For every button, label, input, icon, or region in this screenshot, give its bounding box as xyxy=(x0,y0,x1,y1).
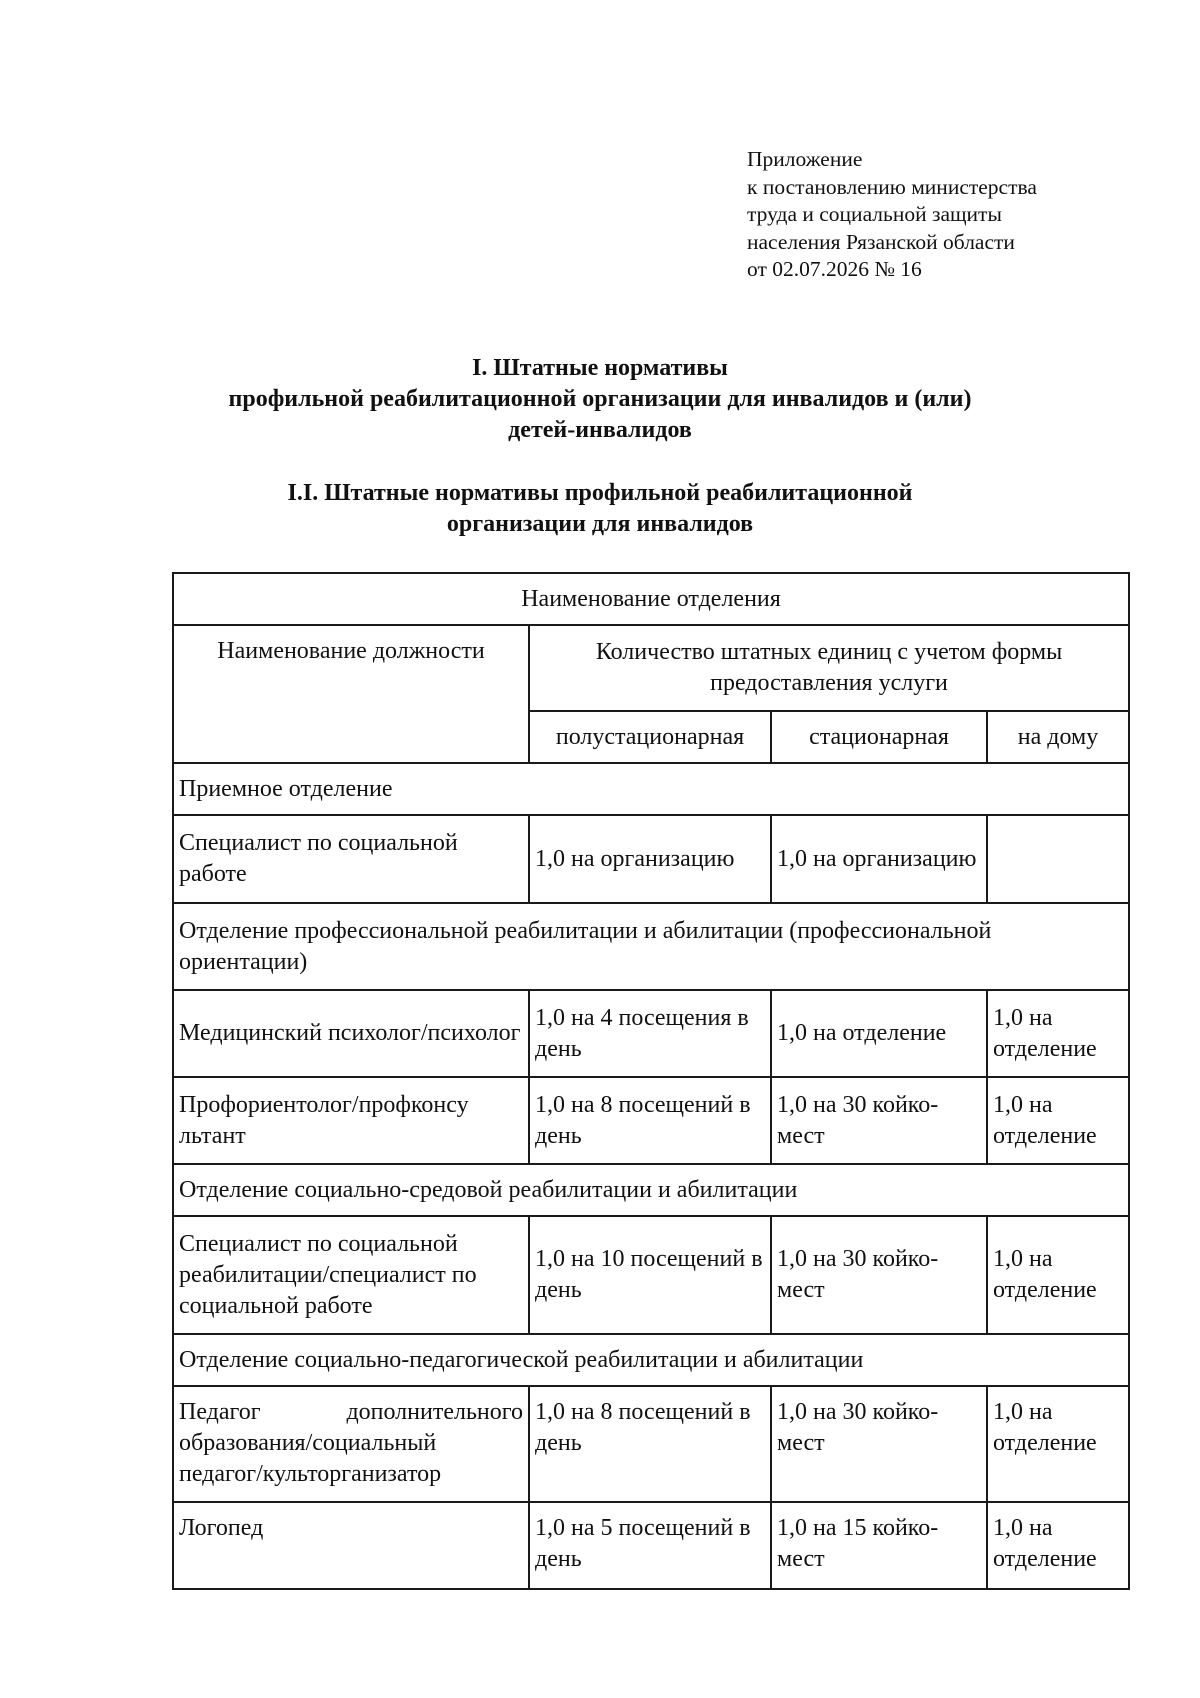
position-cell: Специалист по социальной реабилитации/специалист по социальной работе xyxy=(173,1216,529,1334)
section-title xyxy=(0,353,1200,446)
stationary-cell: 1,0 на 30 койко-мест xyxy=(771,1216,987,1334)
appendix-line: населения Рязанской области xyxy=(747,229,1015,254)
home-cell: 1,0 на отделение xyxy=(987,1077,1129,1164)
home-cell: 1,0 на отделение xyxy=(987,1216,1129,1334)
semistationary-cell: 1,0 на 8 посещений в день xyxy=(529,1077,771,1164)
position-rest: образования/социальный педагог/культорганизатор xyxy=(179,1430,442,1487)
position-cell: Медицинский психолог/психолог xyxy=(173,990,529,1077)
header-form-stationary: стационарная xyxy=(771,711,987,763)
subsection-title xyxy=(0,478,1200,540)
staffing-norms-table xyxy=(172,572,1130,1590)
position-cell: Логопед xyxy=(173,1502,529,1589)
header-department-name: Наименование отделения xyxy=(173,573,1129,625)
position-cell: Профориентолог/профконсу льтант xyxy=(173,1077,529,1164)
stationary-cell: 1,0 на 30 койко-мест xyxy=(771,1077,987,1164)
table-row xyxy=(173,1216,1129,1334)
stationary-cell: 1,0 на 15 койко-мест xyxy=(771,1502,987,1589)
section-title-line: I. Штатные нормативы xyxy=(472,355,728,381)
section-title-line: профильной реабилитационной организации для инвалидов и (или) xyxy=(228,386,972,412)
appendix-line: Приложение xyxy=(747,147,863,171)
home-cell xyxy=(987,815,1129,903)
stationary-cell: 1,0 на отделение xyxy=(771,990,987,1077)
subsection-title-line: I.I. Штатные нормативы профильной реабилитационной xyxy=(287,480,913,506)
department-row: Отделение профессиональной реабилитации и абилитации (профессиональной ориентации) xyxy=(173,903,1129,990)
appendix-date-number: от 02.07.2026 № 16 xyxy=(747,257,922,281)
home-cell: 1,0 на отделение xyxy=(987,1386,1129,1502)
subsection-title-line: организации для инвалидов xyxy=(446,511,754,537)
header-form-semistationary: полустационарная xyxy=(529,711,771,763)
header-position-name: Наименование должности xyxy=(173,625,529,763)
position-word: Педагог xyxy=(179,1399,261,1425)
semistationary-cell: 1,0 на 10 посещений в день xyxy=(529,1216,771,1334)
section-title-line: детей-инвалидов xyxy=(508,417,692,443)
header-quantity: Количество штатных единиц с учетом формы предоставления услуги xyxy=(529,625,1129,711)
department-row: Отделение социально-средовой реабилитации и абилитации xyxy=(173,1164,1129,1216)
position-word: дополнительного xyxy=(346,1399,523,1425)
header-form-home: на дому xyxy=(987,711,1129,763)
home-cell: 1,0 на отделение xyxy=(987,1502,1129,1589)
department-row: Приемное отделение xyxy=(173,763,1129,815)
position-cell xyxy=(173,1386,529,1502)
table-row xyxy=(173,815,1129,903)
semistationary-cell: 1,0 на 4 посещения в день xyxy=(529,990,771,1077)
appendix-line: труда и социальной защиты xyxy=(747,202,1002,226)
home-cell: 1,0 на отделение xyxy=(987,990,1129,1077)
semistationary-cell: 1,0 на 5 посещений в день xyxy=(529,1502,771,1589)
position-cell: Специалист по социальной работе xyxy=(173,815,529,903)
table-row xyxy=(173,1077,1129,1164)
table-row xyxy=(173,1386,1129,1502)
stationary-cell: 1,0 на организацию xyxy=(771,815,987,903)
appendix-block xyxy=(747,146,1037,284)
stationary-cell: 1,0 на 30 койко-мест xyxy=(771,1386,987,1502)
appendix-line: к постановлению министерства xyxy=(747,174,1037,199)
position-first-line xyxy=(179,1397,523,1428)
semistationary-cell: 1,0 на 8 посещений в день xyxy=(529,1386,771,1502)
table-row xyxy=(173,990,1129,1077)
table-row xyxy=(173,1502,1129,1589)
department-row: Отделение социально-педагогической реабилитации и абилитации xyxy=(173,1334,1129,1386)
semistationary-cell: 1,0 на организацию xyxy=(529,815,771,903)
